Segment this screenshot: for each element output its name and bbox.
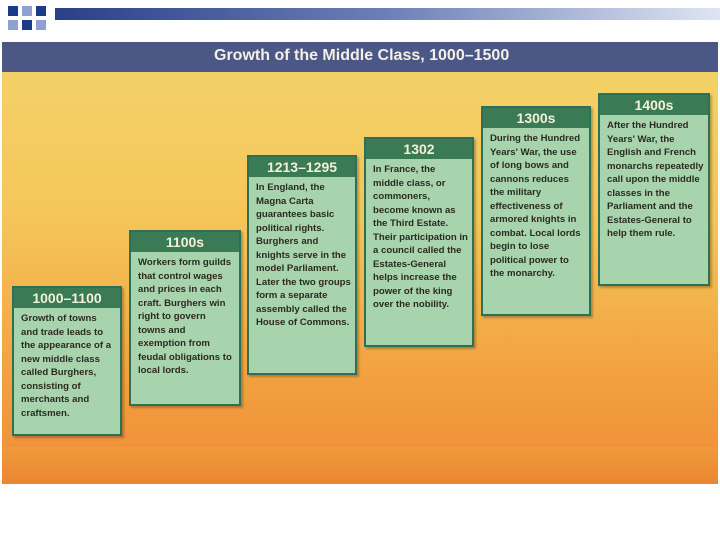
card-text: In France, the middle class, or commoners, become known as the Third Estate. Their participation in a council called the Estates-General helps increase the power of the king over the nobility. — [373, 164, 468, 310]
card-period: 1213–1295 — [249, 157, 355, 177]
timeline-card-1300s — [481, 106, 591, 316]
decor-square — [36, 20, 46, 30]
card-period: 1400s — [600, 95, 708, 115]
decor-square — [36, 6, 46, 16]
title-band — [2, 42, 718, 72]
card-text: After the Hundred Years' War, the English and French monarchs repeatedly call upon the middle classes in the Parliament and the Estates-General to help them rule. — [607, 120, 704, 239]
decor-square — [8, 6, 18, 16]
card-period: 1300s — [483, 108, 589, 128]
slide-decoration — [0, 0, 720, 40]
timeline-card-1100s — [129, 230, 241, 406]
card-period: 1000–1100 — [14, 288, 120, 308]
card-period: 1302 — [366, 139, 472, 159]
bottom-band — [2, 447, 718, 484]
diagram-title: Growth of the Middle Class, 1000–1500 — [214, 47, 510, 64]
timeline-card-1000-1100 — [12, 286, 122, 436]
decor-square — [22, 20, 32, 30]
decor-square — [8, 20, 18, 30]
card-text: In England, the Magna Carta guarantees basic political rights. Burghers and knights serve in the model Parliament. Later the two groups form a separate assembly called the House of Commons. — [256, 182, 351, 328]
decor-bar — [55, 8, 720, 20]
timeline-graphic — [2, 42, 718, 484]
timeline-card-1213-1295 — [247, 155, 357, 375]
decor-square — [22, 6, 32, 16]
card-text: Growth of towns and trade leads to the appearance of a new middle class called Burghers, consisting of merchants and craftsmen. — [21, 313, 112, 419]
card-text: During the Hundred Years' War, the use of long bows and cannons reduces the military effectiveness of armored knights in combat. Local lords begin to lose political power to the monarchy. — [490, 133, 581, 279]
timeline-card-1400s — [598, 93, 710, 286]
timeline-card-1302 — [364, 137, 474, 347]
card-text: Workers form guilds that control wages and prices in each craft. Burghers win right to govern towns and exemption from feudal obligations to local lords. — [138, 257, 232, 376]
card-period: 1100s — [131, 232, 239, 252]
